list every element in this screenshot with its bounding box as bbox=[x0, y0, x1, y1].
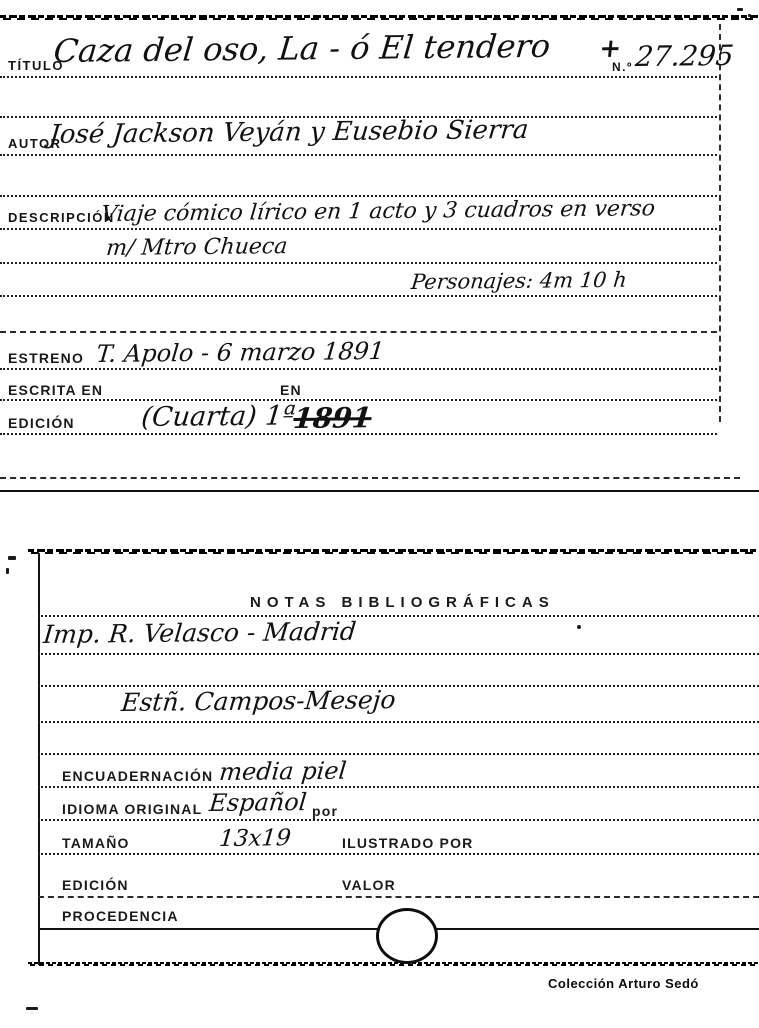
valor-label: VALOR bbox=[342, 877, 396, 893]
descripcion-line2: m/ Mtro Chueca bbox=[105, 234, 289, 261]
ruled-line bbox=[38, 786, 759, 788]
hole-punch-circle bbox=[376, 908, 438, 964]
en-label: EN bbox=[280, 382, 302, 398]
collection-credit: Colección Arturo Sedó bbox=[548, 976, 699, 991]
ruled-line bbox=[38, 819, 759, 821]
encuadernacion-value: media piel bbox=[218, 756, 348, 786]
escrita-en-label: ESCRITA EN bbox=[8, 382, 104, 398]
idioma-original-value: Español bbox=[208, 787, 308, 817]
numero-cross-mark: + bbox=[598, 33, 623, 64]
ruled-line bbox=[0, 262, 717, 264]
card1-right-border bbox=[719, 24, 721, 422]
edicion2-label: EDICIÓN bbox=[62, 877, 129, 893]
ruled-line bbox=[38, 721, 759, 723]
scan-artifact bbox=[737, 8, 743, 11]
ruled-line bbox=[38, 753, 759, 755]
ruled-line bbox=[0, 477, 740, 479]
estreno-label: ESTRENO bbox=[8, 350, 85, 366]
scan-artifact bbox=[8, 556, 16, 560]
scan-artifact bbox=[26, 1007, 38, 1010]
personajes-value: Personajes: 4m 10 h bbox=[410, 267, 628, 294]
card2-top-border bbox=[28, 549, 759, 554]
ruled-line bbox=[38, 685, 759, 687]
descripcion-label: DESCRIPCIÓN bbox=[8, 210, 115, 225]
numero-label: N.º bbox=[612, 60, 633, 74]
scan-artifact bbox=[748, 14, 751, 17]
ruled-line bbox=[0, 295, 717, 297]
notas-line2: Estñ. Campos-Mesejo bbox=[120, 685, 398, 717]
descripcion-value: Viaje cómico lírico en 1 acto y 3 cuadros en verso bbox=[100, 196, 657, 227]
ruled-line bbox=[0, 228, 717, 230]
edicion-value: (Cuarta) 1ª bbox=[140, 400, 297, 433]
estreno-value: T. Apolo - 6 marzo 1891 bbox=[95, 336, 386, 368]
titulo-value: Caza del oso, La - ó El tendero bbox=[52, 26, 552, 70]
autor-label: AUTOR bbox=[8, 136, 62, 151]
card1-top-border bbox=[0, 15, 759, 20]
encuadernacion-label: ENCUADERNACIÓN bbox=[62, 768, 214, 784]
scan-artifact bbox=[577, 625, 581, 629]
ruled-line bbox=[0, 331, 717, 333]
por-label: por bbox=[312, 803, 339, 819]
titulo-label: TÍTULO bbox=[8, 58, 64, 73]
ruled-line bbox=[38, 896, 759, 898]
ruled-line bbox=[38, 653, 759, 655]
card2-bottom-border bbox=[28, 962, 759, 966]
idioma-original-label: IDIOMA ORIGINAL bbox=[62, 801, 203, 817]
notas-line1: Imp. R. Velasco - Madrid bbox=[42, 616, 358, 649]
card1-bottom-border bbox=[0, 490, 759, 492]
ruled-line bbox=[0, 154, 717, 156]
edicion-struck-value: 1891 bbox=[292, 401, 374, 435]
notas-bibliograficas-header: NOTAS BIBLIOGRÁFICAS bbox=[250, 594, 555, 611]
ruled-line bbox=[0, 76, 717, 78]
ruled-line bbox=[38, 853, 759, 855]
autor-value: José Jackson Veyán y Eusebio Sierra bbox=[48, 114, 530, 150]
ruled-line bbox=[38, 615, 759, 617]
tamano-value: 13x19 bbox=[218, 825, 293, 852]
edicion-label: EDICIÓN bbox=[8, 415, 75, 431]
tamano-label: TAMAÑO bbox=[62, 835, 130, 851]
scan-artifact bbox=[6, 568, 9, 574]
procedencia-label: PROCEDENCIA bbox=[62, 908, 179, 924]
numero-value: 27.295 bbox=[634, 38, 736, 73]
ruled-line bbox=[0, 368, 717, 370]
ilustrado-por-label: ILUSTRADO POR bbox=[342, 835, 474, 851]
